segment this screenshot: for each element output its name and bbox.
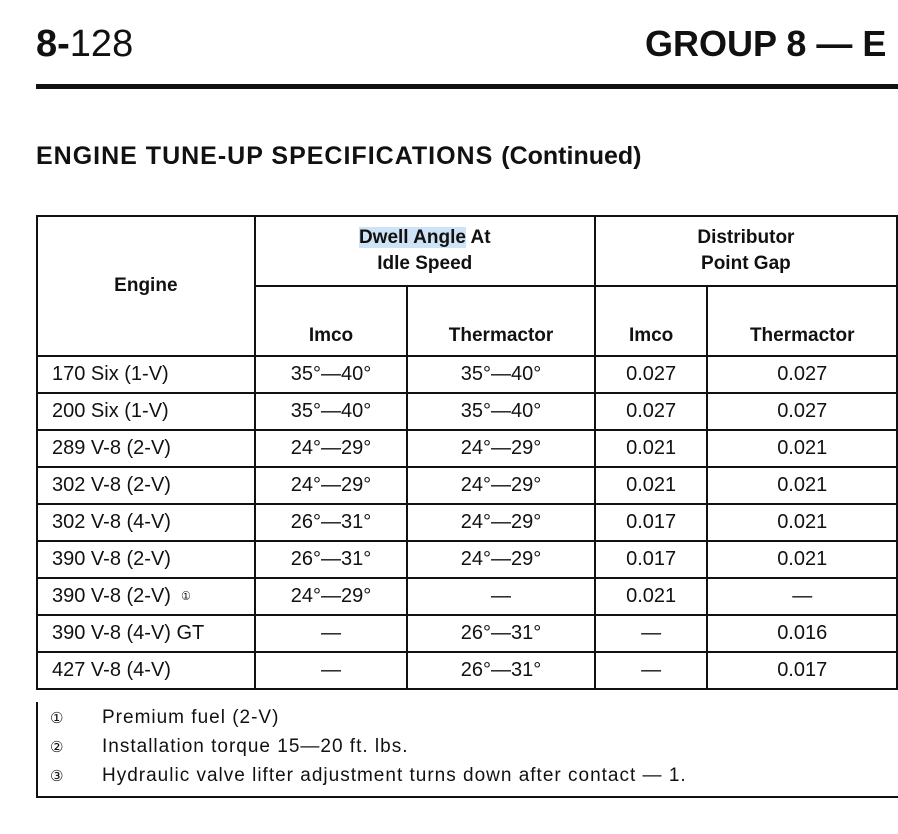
footnote-marker: ① (50, 710, 65, 727)
engine-cell (37, 467, 255, 504)
dwell-thermactor-cell: 24°—29° (407, 504, 595, 541)
gap-thermactor-cell: 0.027 (707, 393, 897, 430)
engine-name: 302 V-8 (2-V) (52, 474, 171, 496)
engine-cell (37, 356, 255, 393)
gap-thermactor-cell: 0.016 (707, 615, 897, 652)
engine-cell (37, 578, 255, 615)
engine-name: 390 V-8 (4-V) GT (52, 622, 205, 645)
footnote-1 (50, 704, 279, 732)
dwell-angle-line2: Idle Speed (377, 253, 473, 274)
gap-thermactor-cell: 0.021 (707, 430, 897, 467)
point-gap-line1: Distributor (697, 227, 795, 248)
dwell-imco-cell: 26°—31° (255, 504, 408, 541)
point-gap-line2: Point Gap (701, 253, 791, 274)
engine-cell (37, 615, 255, 652)
gap-imco-cell: 0.027 (595, 356, 708, 393)
footnote-text: Premium fuel (2-V) (102, 707, 280, 728)
engine-cell (37, 541, 255, 578)
gap-thermactor-cell: 0.017 (707, 652, 897, 689)
dwell-thermactor-cell: 35°—40° (407, 356, 595, 393)
table-row (37, 504, 897, 541)
gap-thermactor-cell: 0.021 (707, 504, 897, 541)
dwell-angle-line1: At (465, 227, 491, 248)
dwell-thermactor-cell: 24°—29° (407, 541, 595, 578)
engine-header: Engine (37, 216, 255, 356)
subheader-dwell-imco: Imco (255, 286, 408, 356)
point-gap-header (595, 216, 897, 286)
gap-imco-cell: 0.021 (595, 578, 708, 615)
gap-thermactor-cell: 0.021 (707, 467, 897, 504)
gap-imco-cell: 0.021 (595, 430, 708, 467)
footnote-marker: ③ (50, 768, 65, 785)
gap-imco-cell: 0.021 (595, 467, 708, 504)
engine-cell (37, 652, 255, 689)
page-number-value: 128 (69, 23, 134, 65)
gap-imco-cell: — (595, 652, 708, 689)
section-title-continued: (Continued) (501, 142, 642, 170)
gap-imco-cell: — (595, 615, 708, 652)
dwell-imco-cell: 24°—29° (255, 578, 408, 615)
dwell-thermactor-cell: 26°—31° (407, 652, 595, 689)
dwell-thermactor-cell: 24°—29° (407, 467, 595, 504)
header-rule (36, 84, 898, 89)
dwell-imco-cell: 24°—29° (255, 430, 408, 467)
dwell-imco-cell: — (255, 652, 408, 689)
table-row (37, 541, 897, 578)
subheader-gap-imco: Imco (595, 286, 708, 356)
page-number-prefix: 8- (36, 23, 70, 65)
subheader-gap-thermactor: Thermactor (707, 286, 897, 356)
table-row (37, 430, 897, 467)
footnote-ref: ① (180, 589, 191, 604)
dwell-imco-cell: 35°—40° (255, 356, 408, 393)
engine-name: 390 V-8 (2-V) (52, 585, 171, 607)
footnote-2 (50, 733, 409, 761)
dwell-thermactor-cell: 24°—29° (407, 430, 595, 467)
dwell-thermactor-cell: — (407, 578, 595, 615)
table-row (37, 578, 897, 615)
footnote-text: Hydraulic valve lifter adjustment turns down after contact — 1. (102, 765, 687, 786)
table-row (37, 615, 897, 652)
group-title: GROUP 8 — E (645, 23, 887, 64)
gap-imco-cell: 0.017 (595, 541, 708, 578)
engine-name: 427 V-8 (4-V) (52, 659, 171, 682)
footnotes-box (36, 702, 898, 798)
engine-cell (37, 393, 255, 430)
table-row (37, 467, 897, 504)
engine-cell (37, 430, 255, 467)
dwell-angle-header (255, 216, 595, 286)
table-row (37, 356, 897, 393)
dwell-imco-cell: 24°—29° (255, 467, 408, 504)
dwell-imco-cell: 35°—40° (255, 393, 408, 430)
engine-name: 390 V-8 (2-V) (52, 548, 171, 570)
footnote-3 (50, 762, 687, 790)
page-number (36, 20, 133, 68)
engine-cell (37, 504, 255, 541)
gap-thermactor-cell: — (707, 578, 897, 615)
gap-imco-cell: 0.017 (595, 504, 708, 541)
section-title (36, 139, 641, 173)
tune-up-spec-table (36, 215, 898, 690)
dwell-imco-cell: 26°—31° (255, 541, 408, 578)
engine-name: 302 V-8 (4-V) (52, 511, 171, 533)
dwell-thermactor-cell: 35°—40° (407, 393, 595, 430)
engine-name: 200 Six (1-V) (52, 400, 169, 422)
subheader-dwell-thermactor: Thermactor (407, 286, 595, 356)
engine-name: 289 V-8 (2-V) (52, 437, 171, 459)
engine-name: 170 Six (1-V) (52, 363, 169, 385)
footnote-marker: ② (50, 739, 65, 756)
gap-imco-cell: 0.027 (595, 393, 708, 430)
dwell-thermactor-cell: 26°—31° (407, 615, 595, 652)
footnote-text: Installation torque 15—20 ft. lbs. (102, 736, 409, 757)
table-row (37, 652, 897, 689)
gap-thermactor-cell: 0.027 (707, 356, 897, 393)
dwell-imco-cell: — (255, 615, 408, 652)
dwell-angle-highlight: Dwell Angle (358, 227, 466, 248)
table-row (37, 393, 897, 430)
gap-thermactor-cell: 0.021 (707, 541, 897, 578)
section-title-main: ENGINE TUNE-UP SPECIFICATIONS (36, 142, 494, 170)
